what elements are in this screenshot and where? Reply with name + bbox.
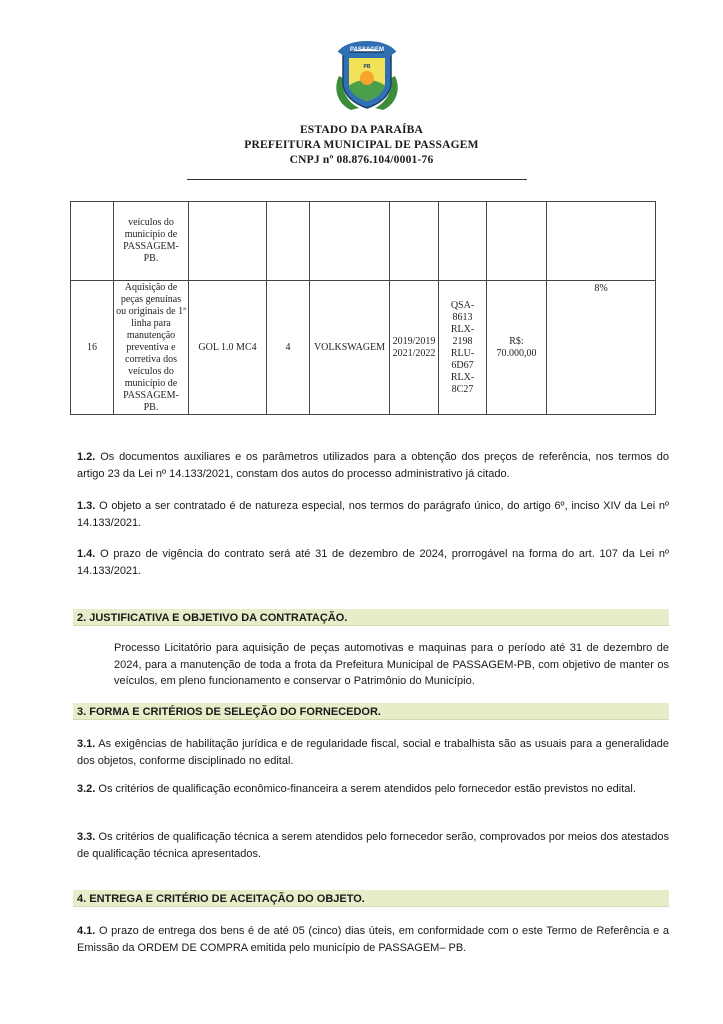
clause-text: As exigências de habilitação jurídica e de regularidade fiscal, social e trabalhista são as usuais para a generalidade dos objetos, conforme disciplinado no edital.: [77, 738, 669, 767]
clause-text: O objeto a ser contratado é de natureza especial, nos termos do parágrafo único, do artigo 6º, inciso XIV da Lei nº 14.133/2021.: [77, 500, 669, 529]
clause-number: 1.3.: [77, 500, 96, 512]
cell-item: [71, 202, 114, 281]
clause-text: Os critérios de qualificação econômico-financeira a serem atendidos pelo fornecedor estão previstos no edital.: [98, 783, 636, 795]
cell-desc: veículos do município de PASSAGEM-PB.: [114, 202, 189, 281]
table-row: [71, 281, 656, 415]
cell-qty: 4: [267, 281, 310, 415]
seal-text: PASSAGEM: [350, 47, 384, 53]
cell-value: R$: 70.000,00: [487, 281, 547, 415]
clause-text: O prazo de entrega dos bens é de até 05 (cinco) dias úteis, em conformidade com o este Termo de Referência e a Emissão da ORDEM DE COMPRA emitida pelo município de PASSAGEM– PB.: [77, 925, 669, 954]
clause-number: 3.1.: [77, 738, 96, 750]
clause-1-4: [77, 546, 669, 579]
cell-brand: VOLKSWAGEM: [310, 281, 390, 415]
state-name: ESTADO DA PARAÍBA: [299, 124, 424, 136]
section-4-heading: 4. ENTREGA E CRITÉRIO DE ACEITAÇÃO DO OBJETO.: [73, 890, 669, 907]
municipal-seal-logo: [329, 38, 405, 114]
clause-number: 1.2.: [77, 451, 96, 463]
cell-plates: QSA-8613 RLX-2198 RLU-6D67 RLX-8C27: [439, 281, 487, 415]
section-2-heading: 2. JUSTIFICATIVA E OBJETIVO DA CONTRATAÇÃO.: [73, 609, 669, 626]
clause-text: Os critérios de qualificação técnica a serem atendidos pelo fornecedor serão, comprovados por meios dos atestados de qualificação técnica apresentados.: [77, 831, 670, 860]
clause-1-2: [77, 449, 669, 482]
clause-3-2: [77, 781, 669, 798]
section-3-heading: 3. FORMA E CRITÉRIOS DE SELEÇÃO DO FORNECEDOR.: [73, 703, 669, 720]
clause-number: 4.1.: [77, 925, 96, 937]
clause-text: O prazo de vigência do contrato será até 31 de dezembro de 2024, prorrogável na forma do art. 107 da Lei nº 14.133/2021.: [77, 548, 670, 577]
clause-number: 1.4.: [77, 548, 96, 560]
clause-4-1: [77, 923, 669, 956]
cell-item: 16: [71, 281, 114, 415]
clause-3-3: [77, 829, 669, 862]
cell-years: 2019/2019 2021/2022: [390, 281, 439, 415]
cnpj-line: CNPJ nº 08.876.104/0001-76: [289, 154, 434, 166]
cell-model: GOL 1.0 MC4: [189, 281, 267, 415]
clause-number: 3.2.: [77, 783, 96, 795]
prefecture-name: PREFEITURA MUNICIPAL DE PASSAGEM: [244, 139, 479, 151]
table-row: [71, 202, 656, 281]
cell-percent: 8%: [547, 281, 656, 415]
section-2-text: Processo Licitatório para aquisição de peças automotivas e maquinas para o período até 31 de dezembro de 2024, para a manutenção de toda a frota da Prefeitura Municipal de PASSAGEM-PB, com objetivo de manter os veículos, em pleno funcionamento e conservar o Patrimônio do Município.: [114, 642, 669, 687]
clause-number: 3.3.: [77, 831, 96, 843]
clause-3-1: [77, 736, 669, 769]
clause-1-3: [77, 498, 669, 531]
items-table: [70, 201, 656, 415]
cell-desc: Aquisição de peças genuínas ou originais de 1ª linha para manutenção preventiva e corretiva dos veículos do município de PASSAGEM-PB.: [114, 281, 189, 415]
clause-text: Os documentos auxiliares e os parâmetros utilizados para a obtenção dos preços de referência, nos termos do artigo 23 da Lei nº 14.133/2021, constam dos autos do processo administrativo já citado.: [77, 451, 669, 480]
seal-sub: PB: [363, 64, 371, 70]
header-divider: [187, 179, 527, 180]
